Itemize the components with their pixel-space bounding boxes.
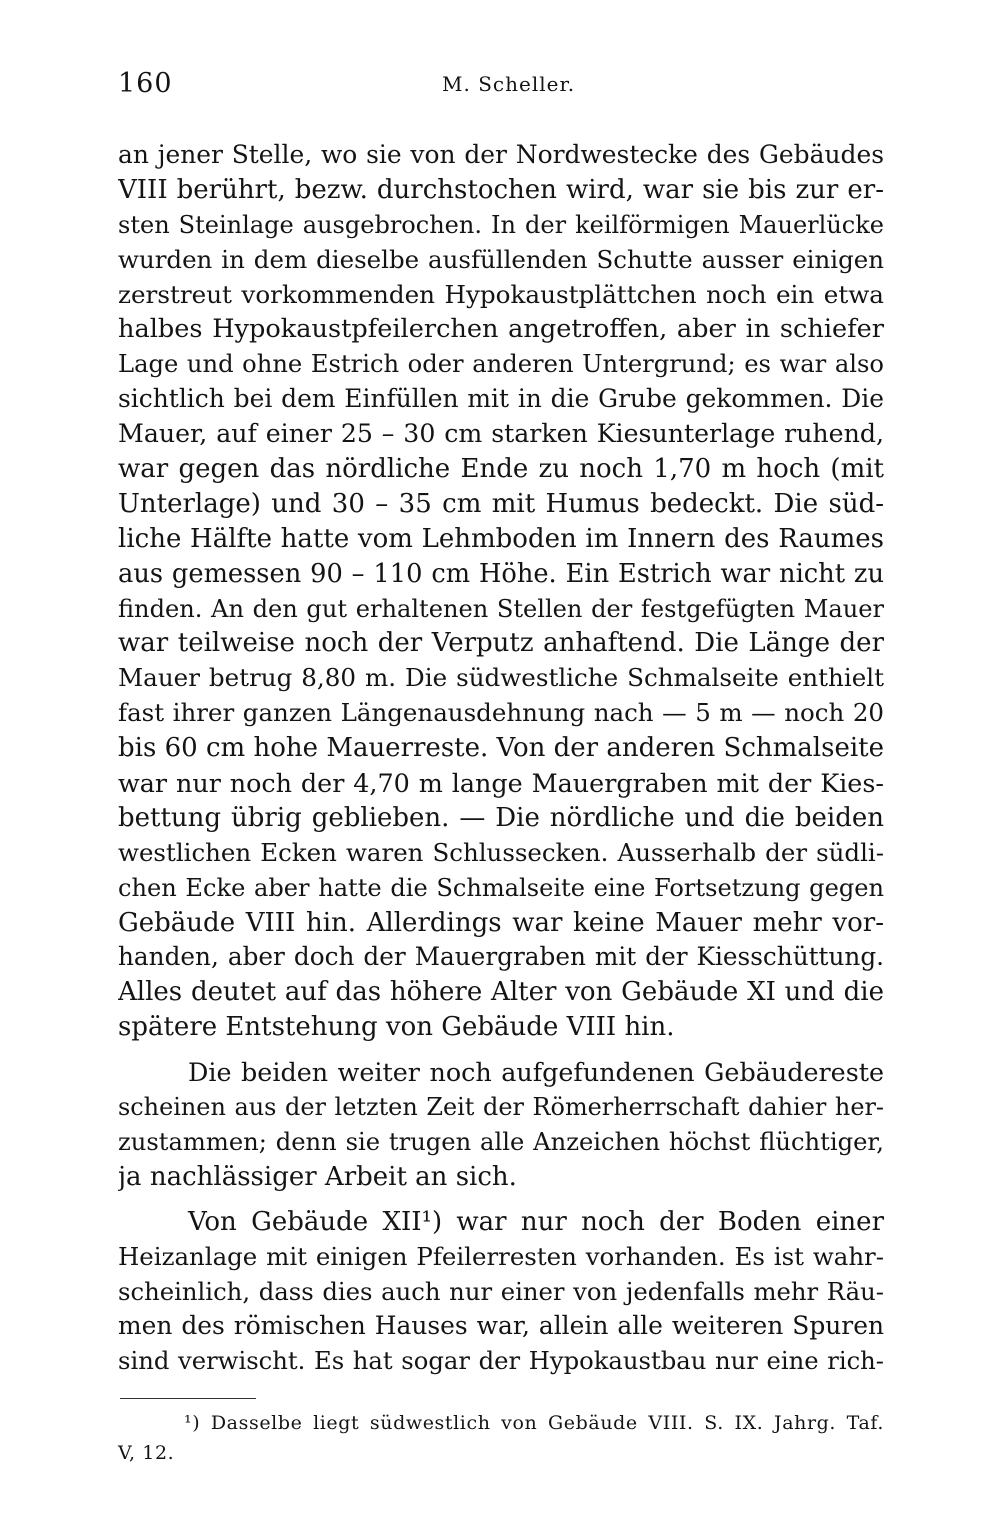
text-line: Von Gebäude XII¹) war nur noch der Boden einer [188,1206,884,1237]
text-line: scheinen aus der letzten Zeit der Römerherrschaft dahier her- [118,1093,884,1122]
page-header [118,64,884,104]
text-line: scheinlich, dass dies auch nur einer von jedenfalls mehr Räu- [118,1276,884,1306]
text-line: spätere Entstehung von Gebäude VIII hin. [118,1012,675,1043]
text-line: wurden in dem dieselbe ausfüllenden Schutte ausser einigen [118,244,884,274]
text-line: sind verwischt. Es hat sogar der Hypokaustbau nur eine rich- [118,1346,884,1376]
paragraph-1 [118,138,884,1045]
text-line: zustammen; denn sie trugen alle Anzeichen höchst flüchtiger, [118,1127,884,1156]
body-text [118,138,884,1379]
text-line: bis 60 cm hohe Mauerreste. Von der anderen Schmalseite [118,733,884,764]
text-line: sten Steinlage ausgebrochen. In der keilförmigen Mauerlücke [118,210,884,239]
text-line: Mauer, auf einer 25 – 30 cm starken Kiesunterlage ruhend, [118,419,884,449]
text-line: men des römischen Hauses war, allein alle weiteren Spuren [118,1311,884,1341]
running-head-author: M. Scheller. [442,72,576,96]
footnote-line: ¹) Dasselbe liegt südwestlich von Gebäude VIII. S. IX. Jahrg. Taf. [184,1412,884,1434]
text-line: war nur noch der 4,70 m lange Mauergraben mit der Kies- [118,768,884,799]
text-line: Lage und ohne Estrich oder anderen Untergrund; es war also [118,350,884,379]
paragraph-2 [118,1055,884,1195]
text-line: bettung übrig geblieben. — Die nördliche und die beiden [118,802,884,833]
text-line: Die beiden weiter noch aufgefundenen Gebäudereste [188,1057,884,1088]
footnotes [118,1408,884,1468]
text-line: chen Ecke aber hatte die Schmalseite eine Fortsetzung gegen [118,873,884,902]
text-line: aus gemessen 90 – 110 cm Höhe. Ein Estrich war nicht zu [118,558,884,589]
text-line: handen, aber doch der Mauergraben mit der Kiesschüttung. [118,942,884,972]
text-line: Mauer betrug 8,80 m. Die südwestliche Schmalseite enthielt [118,663,884,693]
text-line: finden. An den gut erhaltenen Stellen der festgefügten Mauer [118,594,884,623]
text-line: war gegen das nördliche Ende zu noch 1,70 m hoch (mit [118,454,884,485]
text-line: westlichen Ecken waren Schlussecken. Ausserhalb der südli- [118,837,884,867]
text-line: war teilweise noch der Verputz anhaftend. Die Länge der [118,628,884,659]
text-line: zerstreut vorkommenden Hypokaustplättchen noch ein etwa [118,279,884,309]
text-line: sichtlich bei dem Einfüllen mit in die Grube gekommen. Die [118,384,884,414]
footnote-line: V, 12. [118,1442,175,1464]
text-line: Heizanlage mit einigen Pfeilerresten vorhanden. Es ist wahr- [118,1241,884,1271]
text-line: an jener Stelle, wo sie von der Nordwestecke des Gebäudes [118,140,884,169]
text-line: Alles deutet auf das höhere Alter von Gebäude XI und die [118,977,884,1008]
paragraph-3 [118,1205,884,1379]
text-line: VIII berührt, bezw. durchstochen wird, war sie bis zur er- [118,174,884,205]
text-line: liche Hälfte hatte vom Lehmboden im Innern des Raumes [118,523,884,554]
text-line: ja nachlässiger Arbeit an sich. [118,1161,517,1192]
page-number: 160 [118,68,173,99]
text-line: fast ihrer ganzen Längenausdehnung nach — 5 m — noch 20 [118,698,884,728]
text-line: Unterlage) und 30 – 35 cm mit Humus bedeckt. Die süd- [118,488,884,519]
footnote-divider [120,1398,256,1399]
paragraph-spacer [118,1045,884,1055]
text-line: halbes Hypokaustpfeilerchen angetroffen, aber in schiefer [118,314,884,345]
paragraph-spacer [118,1195,884,1205]
text-line: Gebäude VIII hin. Allerdings war keine Mauer mehr vor- [118,907,884,938]
